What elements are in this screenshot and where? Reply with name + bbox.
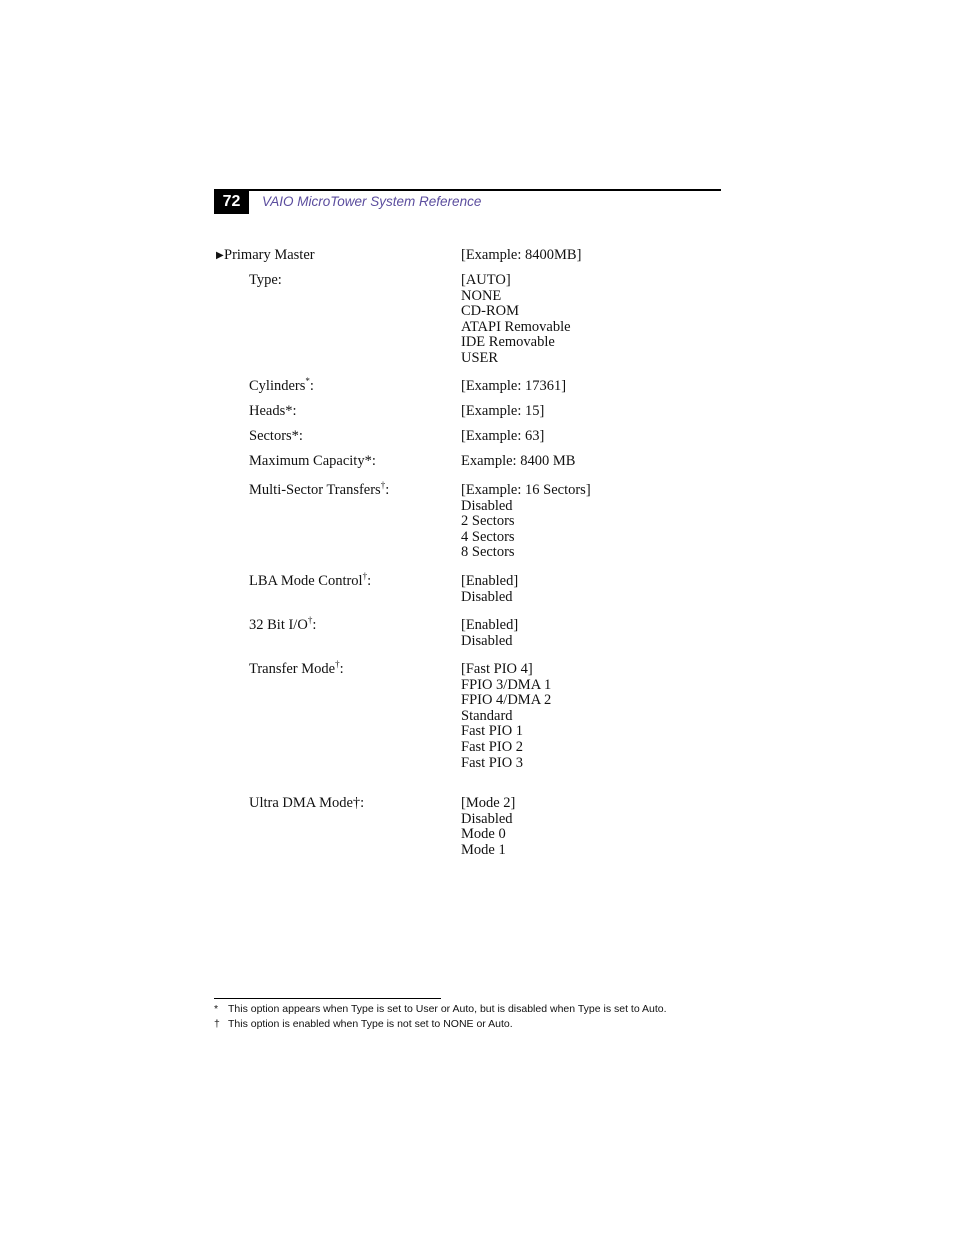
option-value: Disabled: [461, 588, 513, 605]
setting-values-type: [461, 273, 571, 367]
primary-master-value: [Example: 8400MB]: [461, 247, 582, 263]
option-value: [Example: 17361]: [461, 378, 567, 394]
option-value: FPIO 4/DMA 2: [461, 692, 552, 709]
setting-label-primary-master: [216, 248, 315, 264]
label-colon: :: [312, 617, 317, 633]
setting-label-cylinders: [249, 376, 314, 395]
option-value: Mode 1: [461, 841, 506, 858]
footnote-mark: *: [214, 1003, 219, 1015]
option-value: Standard: [461, 707, 513, 724]
setting-values-multi-sector-transfers: [461, 483, 591, 561]
label-colon: :: [339, 661, 344, 677]
option-value: 4 Sectors: [461, 528, 515, 545]
multi-sector-label-text: Multi-Sector Transfers: [249, 482, 381, 498]
footnote-mark: †: [380, 480, 386, 490]
option-value: Mode 0: [461, 826, 506, 843]
setting-values-maximum-capacity: [461, 454, 575, 470]
setting-values-lba-mode-control: [461, 574, 518, 605]
setting-values-32-bit-io: [461, 618, 518, 649]
footnote-rule: [214, 998, 441, 999]
option-value: Disabled: [461, 497, 513, 514]
footnote-asterisk: [214, 1003, 667, 1015]
option-value: [Mode 2]: [461, 795, 516, 811]
option-value: [Example: 63]: [461, 428, 545, 444]
setting-label-lba-mode-control: [249, 571, 372, 590]
option-value: 2 Sectors: [461, 513, 515, 530]
option-value: [Fast PIO 4]: [461, 661, 533, 677]
primary-master-label: Primary Master: [224, 247, 315, 263]
footnote-mark: †: [307, 615, 313, 625]
setting-values-ultra-dma-mode: [461, 796, 515, 858]
option-value: FPIO 3/DMA 1: [461, 676, 552, 693]
label-colon: :: [385, 482, 390, 498]
footnote-mark: †: [335, 659, 340, 669]
lba-label-text: LBA Mode Control: [249, 573, 363, 589]
option-value: [Enabled]: [461, 573, 519, 589]
option-value: Disabled: [461, 810, 513, 827]
footnote-mark: †: [362, 571, 368, 581]
setting-label-multi-sector-transfers: [249, 480, 390, 499]
page-number: 72: [214, 189, 249, 214]
option-value: [Example: 15]: [461, 403, 545, 419]
setting-label-transfer-mode: [249, 659, 344, 678]
footnote-mark: †: [214, 1018, 220, 1030]
option-value: [Example: 16 Sectors]: [461, 482, 591, 498]
option-value: Fast PIO 3: [461, 754, 524, 771]
label-colon: :: [367, 573, 372, 589]
setting-label-ultra-dma-mode: Ultra DMA Mode†:: [249, 795, 365, 811]
footnote-text: This option appears when Type is set to User or Auto, but is disabled when Type is set to Auto.: [228, 1003, 667, 1015]
option-value: Disabled: [461, 632, 513, 649]
option-value: CD-ROM: [461, 303, 520, 320]
option-value: NONE: [461, 287, 502, 304]
footnote-mark: *: [305, 376, 310, 386]
footnote-text: This option is enabled when Type is not set to NONE or Auto.: [228, 1018, 513, 1030]
setting-values-cylinders: [461, 379, 566, 395]
option-value: IDE Removable: [461, 334, 555, 351]
running-title: VAIO MicroTower System Reference: [262, 194, 482, 209]
label-colon: :: [309, 378, 314, 394]
setting-values-transfer-mode: [461, 662, 551, 771]
footnote-dagger: [214, 1018, 513, 1030]
setting-label-sectors: Sectors*:: [249, 428, 303, 444]
option-value: Fast PIO 2: [461, 738, 524, 755]
option-value: [AUTO]: [461, 272, 511, 288]
setting-label-type: Type:: [249, 272, 282, 288]
option-value: 8 Sectors: [461, 544, 515, 561]
setting-values-heads: [461, 404, 544, 420]
setting-values-primary-master: [461, 248, 581, 264]
triangle-right-icon: ▶: [216, 250, 224, 261]
header-rule: [214, 189, 721, 191]
option-value: USER: [461, 349, 499, 366]
setting-label-maximum-capacity: Maximum Capacity*:: [249, 453, 376, 469]
option-value: [Enabled]: [461, 617, 519, 633]
setting-label-32-bit-io: [249, 615, 317, 634]
transfer-mode-label-text: Transfer Mode: [249, 661, 336, 677]
option-value: Fast PIO 1: [461, 723, 524, 740]
option-value: Example: 8400 MB: [461, 453, 576, 469]
option-value: ATAPI Removable: [461, 318, 571, 335]
setting-label-heads: Heads*:: [249, 403, 297, 419]
bit32-label-text: 32 Bit I/O: [249, 617, 308, 633]
cylinders-label-text: Cylinders: [249, 378, 306, 394]
setting-values-sectors: [461, 429, 544, 445]
